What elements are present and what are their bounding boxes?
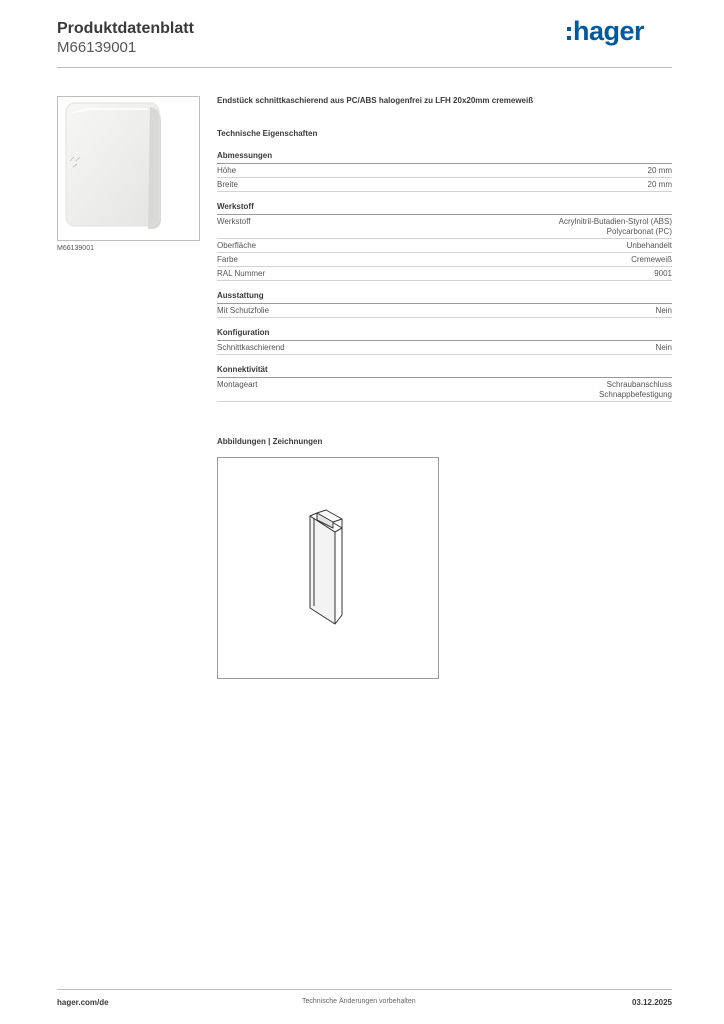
spec-value	[656, 306, 672, 316]
spec-label: Breite	[217, 180, 238, 189]
spec-label: Farbe	[217, 255, 238, 264]
spec-value	[654, 269, 672, 279]
spec-section	[217, 291, 672, 318]
spec-value-line: Cremeweiß	[631, 255, 672, 264]
section-title: Abmessungen	[217, 151, 672, 164]
section-title: Konfiguration	[217, 328, 672, 341]
spec-value-line: 9001	[654, 269, 672, 278]
article-number: M66139001	[57, 39, 137, 56]
spec-row	[217, 239, 672, 253]
hager-logo[interactable]	[567, 14, 644, 48]
spec-value	[648, 166, 672, 176]
technical-properties-title: Technische Eigenschaften	[217, 129, 318, 138]
spec-sections	[217, 151, 672, 402]
spec-row	[217, 215, 672, 239]
spec-value-line: Schraubanschluss	[606, 380, 672, 389]
footer-website-link[interactable]: hager.com/de	[57, 998, 109, 1007]
product-description: Endstück schnittkaschierend aus PC/ABS halogenfrei zu LFH 20x20mm cremeweiß	[217, 96, 534, 105]
spec-value-line: Nein	[655, 306, 672, 315]
page-title: Produktdatenblatt	[57, 20, 194, 37]
spec-row	[217, 341, 672, 355]
spec-content	[217, 96, 672, 402]
spec-value	[559, 217, 672, 237]
spec-section	[217, 202, 672, 281]
drawings-title: Abbildungen | Zeichnungen	[217, 437, 323, 446]
spec-label: Schnittkaschierend	[217, 343, 285, 352]
spec-label: Höhe	[217, 166, 237, 175]
section-title: Werkstoff	[217, 202, 672, 215]
spec-section	[217, 151, 672, 192]
spec-label: Mit Schutzfolie	[217, 306, 270, 315]
spec-label: Werkstoff	[217, 217, 251, 226]
spec-value	[656, 343, 672, 353]
spec-section	[217, 328, 672, 355]
footer-note: Technische Änderungen vorbehalten	[302, 998, 416, 1005]
spec-label: Oberfläche	[217, 241, 257, 250]
spec-value-line: Acrylnitril-Butadien-Styrol (ABS)	[558, 217, 672, 226]
spec-row	[217, 164, 672, 178]
technical-drawing	[217, 457, 439, 679]
spec-value	[648, 180, 672, 190]
logo-colon-icon	[567, 27, 571, 40]
spec-value-line: 20 mm	[647, 166, 672, 175]
footer-divider	[57, 989, 672, 990]
spec-value-line: Polycarbonat (PC)	[606, 227, 672, 236]
section-title: Ausstattung	[217, 291, 672, 304]
spec-value	[631, 255, 672, 265]
section-title: Konnektivität	[217, 365, 672, 378]
spec-row	[217, 178, 672, 192]
product-image-caption: M66139001	[57, 245, 94, 252]
footer-date: 03.12.2025	[631, 998, 672, 1007]
spec-row	[217, 378, 672, 402]
header-divider	[57, 67, 672, 68]
spec-value-line: Unbehandelt	[626, 241, 672, 250]
spec-value	[599, 380, 672, 400]
spec-value	[627, 241, 672, 251]
spec-row	[217, 267, 672, 281]
spec-value-line: Schnappbefestigung	[599, 390, 672, 399]
spec-value-line: Nein	[655, 343, 672, 352]
spec-section	[217, 365, 672, 402]
logo-text: hager	[573, 15, 645, 46]
product-image	[57, 96, 200, 241]
spec-value-line: 20 mm	[647, 180, 672, 189]
spec-row	[217, 304, 672, 318]
spec-label: RAL Nummer	[217, 269, 266, 278]
spec-row	[217, 253, 672, 267]
spec-label: Montageart	[217, 380, 258, 389]
